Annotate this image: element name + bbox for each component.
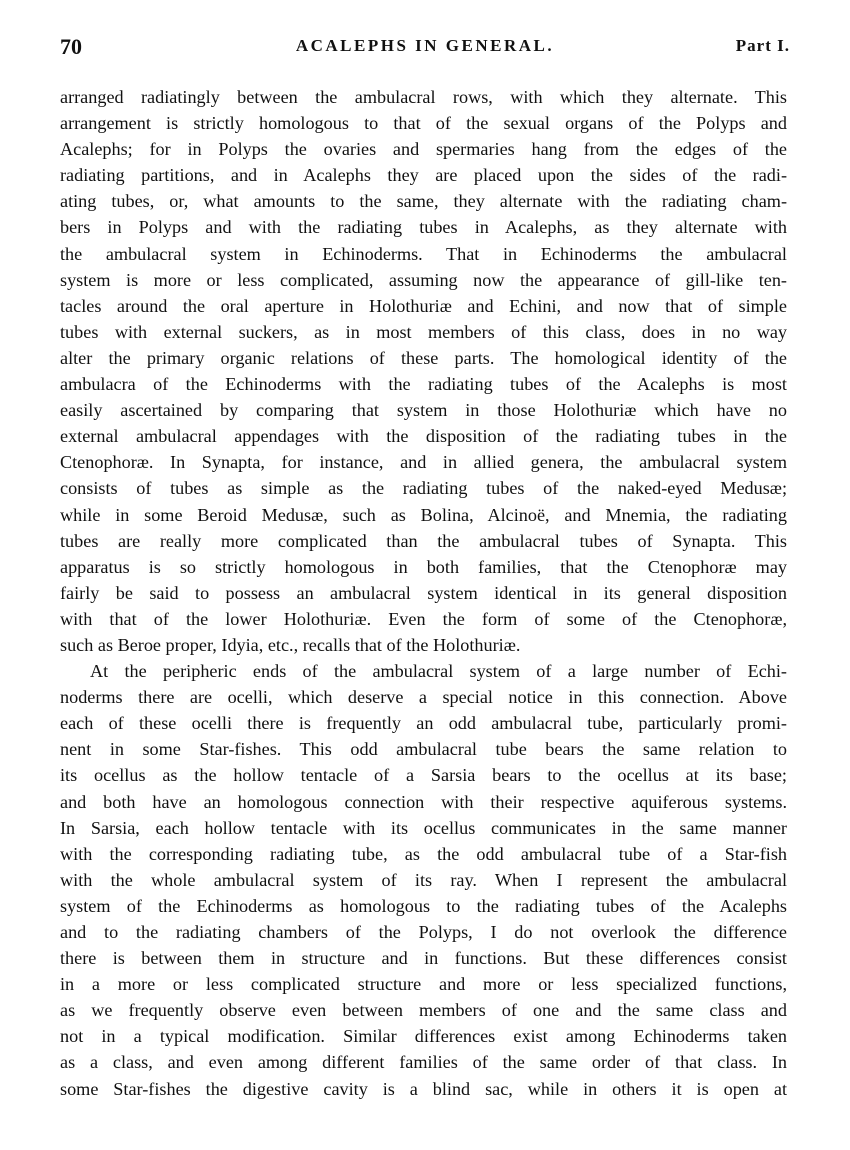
text-line: as we frequently observe even between members of one and the same class and xyxy=(60,1000,787,1021)
text-line: its ocellus as the hollow tentacle of a Sarsia bears to the ocellus at its base; xyxy=(60,765,787,786)
text-line: At the peripheric ends of the ambulacral system of a large number of Echi- xyxy=(90,661,787,682)
text-line: external ambulacral appendages with the disposition of the radiating tubes in the xyxy=(60,426,787,447)
text-line: nent in some Star-fishes. This odd ambulacral tube bears the same relation to xyxy=(60,739,787,760)
text-line: fairly be said to possess an ambulacral system identical in its general disposition xyxy=(60,582,787,603)
text-line: Ctenophoræ. In Synapta, for instance, and in allied genera, the ambulacral system xyxy=(60,452,787,473)
text-line: not in a typical modification. Similar differences exist among Echinoderms taken xyxy=(60,1026,787,1047)
text-line: apparatus is so strictly homologous in both families, that the Ctenophoræ may xyxy=(60,556,787,577)
text-line: with that of the lower Holothuriæ. Even the form of some of the Ctenophoræ, xyxy=(60,608,787,629)
text-line: in a more or less complicated structure and more or less specialized functions, xyxy=(60,974,787,995)
text-line: bers in Polyps and with the radiating tubes in Acalephs, as they alternate with xyxy=(60,217,787,238)
running-header xyxy=(0,34,850,64)
text-line: while in some Beroid Medusæ, such as Bolina, Alcinoë, and Mnemia, the radiating xyxy=(60,504,787,525)
text-line: system is more or less complicated, assuming now the appearance of gill-like ten- xyxy=(60,269,787,290)
text-line: some Star-fishes the digestive cavity is a blind sac, while in others it is open at xyxy=(60,1078,787,1099)
text-line: Acalephs; for in Polyps the ovaries and spermaries hang from the edges of the xyxy=(60,139,787,160)
page-number: 70 xyxy=(60,34,82,59)
text-line: arranged radiatingly between the ambulacral rows, with which they alternate. This xyxy=(60,87,787,107)
text-line: consists of tubes as simple as the radiating tubes of the naked-eyed Medusæ; xyxy=(60,478,787,499)
text-line: easily ascertained by comparing that system in those Holothuriæ which have no xyxy=(60,400,787,421)
text-line: such as Beroe proper, Idyia, etc., recalls that of the Holothuriæ. xyxy=(60,634,521,655)
part-label: Part I. xyxy=(735,36,790,55)
text-line: radiating partitions, and in Acalephs they are placed upon the sides of the radi- xyxy=(60,165,787,186)
text-line: with the corresponding radiating tube, as the odd ambulacral tube of a Star-fish xyxy=(60,843,787,864)
text-line: as a class, and even among different families of the same order of that class. In xyxy=(60,1052,787,1073)
text-line: noderms there are ocelli, which deserve a special notice in this connection. Above xyxy=(60,687,787,708)
text-line: ambulacra of the Echinoderms with the radiating tubes of the Acalephs is most xyxy=(60,374,787,395)
text-line: and to the radiating chambers of the Polyps, I do not overlook the difference xyxy=(60,922,787,942)
text-line: the ambulacral system in Echinoderms. That in Echinoderms the ambulacral xyxy=(60,243,787,264)
text-line: each of these ocelli there is frequently an odd ambulacral tube, particularly promi- xyxy=(60,713,787,734)
text-line: system of the Echinoderms as homologous to the radiating tubes of the Acalephs xyxy=(60,895,787,916)
text-line: and both have an homologous connection with their respective aquiferous systems. xyxy=(60,791,787,812)
text-line: In Sarsia, each hollow tentacle with its ocellus communicates in the same manner xyxy=(60,817,787,838)
text-line: tubes with external suckers, as in most members of this class, does in no way xyxy=(60,321,787,342)
body-text xyxy=(60,84,787,1102)
text-line: tacles around the oral aperture in Holothuriæ and Echini, and now that of simple xyxy=(60,295,787,316)
text-line: ating tubes, or, what amounts to the same, they alternate with the radiating cham- xyxy=(60,191,787,212)
running-title: ACALEPHS IN GENERAL. xyxy=(295,36,555,55)
text-line: alter the primary organic relations of these parts. The homological identity of the xyxy=(60,347,787,368)
text-line: tubes are really more complicated than the ambulacral tubes of Synapta. This xyxy=(60,530,787,551)
text-line: with the whole ambulacral system of its ray. When I represent the ambulacral xyxy=(60,869,787,890)
text-line: arrangement is strictly homologous to that of the sexual organs of the Polyps and xyxy=(60,113,787,134)
text-line: there is between them in structure and in functions. But these differences consist xyxy=(60,948,787,969)
